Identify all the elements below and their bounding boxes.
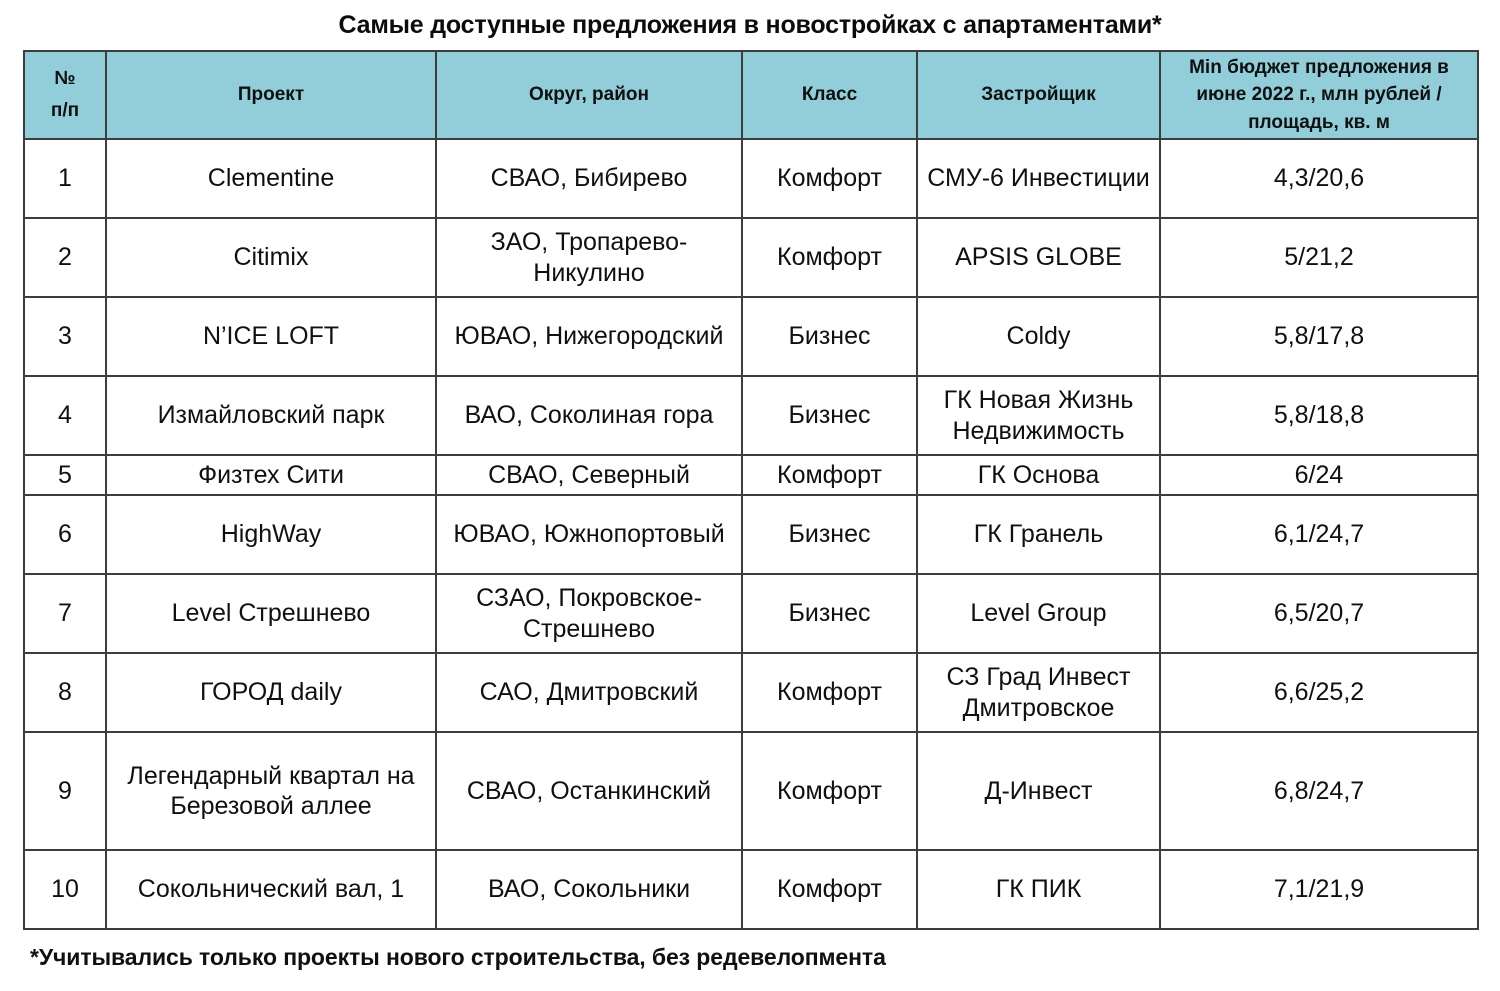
cell-developer: Д-Инвест	[917, 732, 1160, 850]
cell-number: 1	[24, 139, 106, 218]
cell-okrug: ЗАО, Тропарево-Никулино	[436, 218, 742, 297]
cell-number: 8	[24, 653, 106, 732]
cell-number: 9	[24, 732, 106, 850]
cell-class: Бизнес	[742, 574, 917, 653]
cell-min-budget: 5,8/18,8	[1160, 376, 1478, 455]
cell-project: Citimix	[106, 218, 436, 297]
column-header-class: Класс	[742, 51, 917, 140]
cell-project: HighWay	[106, 495, 436, 574]
cell-number: 6	[24, 495, 106, 574]
column-header-number	[24, 51, 106, 140]
cell-number: 7	[24, 574, 106, 653]
cell-okrug: СВАО, Останкинский	[436, 732, 742, 850]
cell-project: Сокольнический вал, 1	[106, 850, 436, 929]
table-row	[24, 376, 1478, 455]
column-header-developer: Застройщик	[917, 51, 1160, 140]
cell-developer: ГК Новая Жизнь Недвижимость	[917, 376, 1160, 455]
cell-number: 5	[24, 455, 106, 495]
cell-number: 10	[24, 850, 106, 929]
cell-project: N’ICE LOFT	[106, 297, 436, 376]
cell-project: Level Стрешнево	[106, 574, 436, 653]
column-header-min-budget: Min бюджет предложения в июне 2022 г., млн рублей / площадь, кв. м	[1160, 51, 1478, 140]
cell-min-budget: 6,6/25,2	[1160, 653, 1478, 732]
cell-min-budget: 6,5/20,7	[1160, 574, 1478, 653]
cell-developer: Coldy	[917, 297, 1160, 376]
cell-number: 4	[24, 376, 106, 455]
cell-developer: ГК ПИК	[917, 850, 1160, 929]
cell-developer: ГК Гранель	[917, 495, 1160, 574]
table-row	[24, 732, 1478, 850]
cell-class: Бизнес	[742, 495, 917, 574]
cell-min-budget: 6/24	[1160, 455, 1478, 495]
cell-developer: ГК Основа	[917, 455, 1160, 495]
table-row	[24, 495, 1478, 574]
cell-okrug: ЮВАО, Южнопортовый	[436, 495, 742, 574]
cell-class: Комфорт	[742, 218, 917, 297]
page-title: Самые доступные предложения в новостройках с апартаментами*	[338, 11, 1162, 39]
cell-class: Комфорт	[742, 139, 917, 218]
cell-min-budget: 7,1/21,9	[1160, 850, 1478, 929]
cell-project: Измайловский парк	[106, 376, 436, 455]
table-container	[0, 50, 1500, 931]
cell-class: Бизнес	[742, 297, 917, 376]
cell-min-budget: 6,1/24,7	[1160, 495, 1478, 574]
cell-number: 3	[24, 297, 106, 376]
table-header	[24, 51, 1478, 140]
cell-min-budget: 6,8/24,7	[1160, 732, 1478, 850]
table-body	[24, 139, 1478, 929]
cell-min-budget: 5/21,2	[1160, 218, 1478, 297]
table-row	[24, 850, 1478, 929]
cell-okrug: СВАО, Бибирево	[436, 139, 742, 218]
column-header-number-line2: п/п	[50, 99, 80, 121]
cell-okrug: САО, Дмитровский	[436, 653, 742, 732]
cell-project: Легендарный квартал на Березовой аллее	[106, 732, 436, 850]
table-row	[24, 455, 1478, 495]
cell-class: Комфорт	[742, 732, 917, 850]
table-header-row	[24, 51, 1478, 140]
cell-project: Clementine	[106, 139, 436, 218]
table-row	[24, 139, 1478, 218]
column-header-number-line1: №	[54, 67, 76, 89]
table-footnote: *Учитывались только проекты нового строительства, без редевелопмента	[30, 944, 886, 971]
cell-project: ГОРОД daily	[106, 653, 436, 732]
offers-table	[23, 50, 1479, 931]
table-row	[24, 297, 1478, 376]
cell-min-budget: 5,8/17,8	[1160, 297, 1478, 376]
cell-okrug: СЗАО, Покровское-Стрешнево	[436, 574, 742, 653]
cell-okrug: СВАО, Северный	[436, 455, 742, 495]
cell-developer: СЗ Град Инвест Дмитровское	[917, 653, 1160, 732]
cell-class: Комфорт	[742, 850, 917, 929]
table-row	[24, 218, 1478, 297]
cell-okrug: ЮВАО, Нижегородский	[436, 297, 742, 376]
column-header-project: Проект	[106, 51, 436, 140]
column-header-okrug: Округ, район	[436, 51, 742, 140]
cell-class: Комфорт	[742, 653, 917, 732]
cell-project: Физтех Сити	[106, 455, 436, 495]
cell-class: Бизнес	[742, 376, 917, 455]
cell-developer: СМУ-6 Инвестиции	[917, 139, 1160, 218]
cell-class: Комфорт	[742, 455, 917, 495]
cell-okrug: ВАО, Соколиная гора	[436, 376, 742, 455]
cell-okrug: ВАО, Сокольники	[436, 850, 742, 929]
cell-min-budget: 4,3/20,6	[1160, 139, 1478, 218]
cell-developer: Level Group	[917, 574, 1160, 653]
cell-number: 2	[24, 218, 106, 297]
table-row	[24, 574, 1478, 653]
cell-developer: APSIS GLOBE	[917, 218, 1160, 297]
table-row	[24, 653, 1478, 732]
